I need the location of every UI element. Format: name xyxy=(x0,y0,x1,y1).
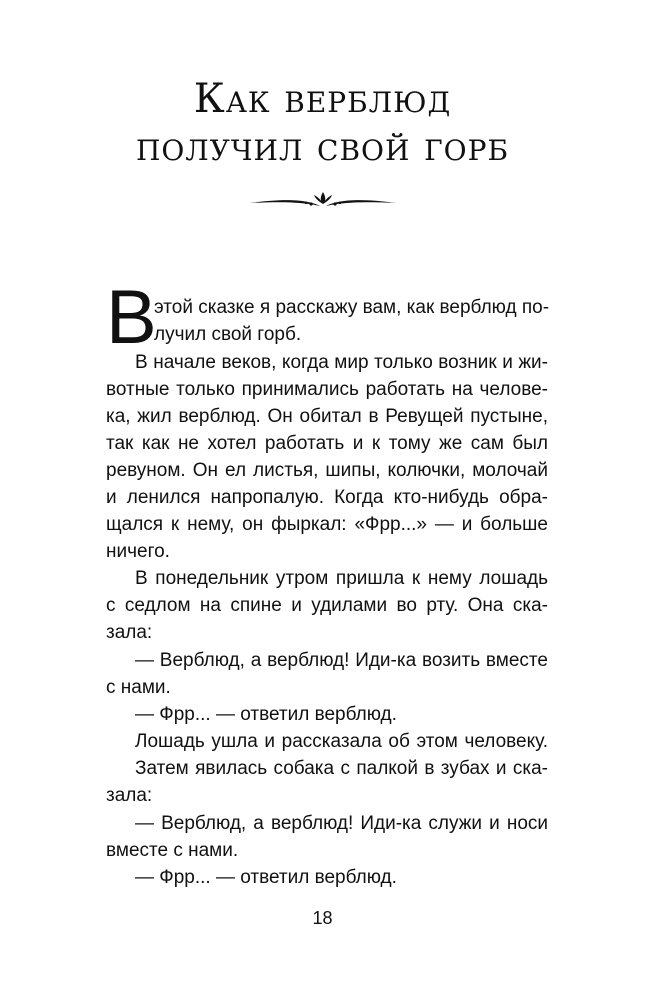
text-line-15: с нами. xyxy=(106,677,171,698)
text-line-1: этой сказке я расскажу вам, как верблюд по- xyxy=(154,297,550,318)
text-line-5: ка, жил верблюд. Он обитал в Ревущей пустыне, xyxy=(106,406,548,427)
text-line-9: щался к нему, он фыркал: «Фрр...» — и больше xyxy=(106,514,548,535)
text-line-21: вместе с нами. xyxy=(106,840,239,861)
text-line-2: лучил свой горб. xyxy=(154,324,302,345)
text-line-16: — Фрр... — ответил верблюд. xyxy=(135,704,397,725)
drop-cap: В xyxy=(106,275,157,360)
text-line-11: В понедельник утром пришла к нему лошадь xyxy=(135,568,548,589)
page-number: 18 xyxy=(312,908,333,928)
text-line-7: ревуном. Он ел листья, шипы, колючки, молочай xyxy=(106,460,548,481)
text-line-22: — Фрр... — ответил верблюд. xyxy=(135,867,397,888)
text-line-10: ничего. xyxy=(106,541,170,562)
text-line-14: — Верблюд, а верблюд! Иди-ка возить вместе xyxy=(135,650,548,671)
text-line-4: вотные только принимались работать на челове- xyxy=(106,379,548,400)
chapter-title-line-1: Как верблюд xyxy=(193,76,452,122)
text-line-6: так как не хотел работать и к тому же сам был xyxy=(106,433,548,454)
text-line-3: В начале веков, когда мир только возник и жи- xyxy=(135,352,548,373)
text-line-18: Затем явилась собака с палкой в зубах и ска- xyxy=(135,758,548,779)
text-line-17: Лошадь ушла и рассказала об этом человеку. xyxy=(135,731,548,752)
chapter-title-line-2: получил свой горб xyxy=(135,124,510,170)
text-line-12: с седлом на спине и удилами во рту. Она ска- xyxy=(106,595,548,616)
text-line-8: и ленился напропалую. Когда кто-нибудь обра- xyxy=(106,487,548,508)
text-line-19: зала: xyxy=(106,785,153,806)
text-line-20: — Верблюд, а верблюд! Иди-ка служи и носи xyxy=(135,813,548,834)
ornament-divider-icon xyxy=(248,186,398,216)
text-line-13: зала: xyxy=(106,622,153,643)
